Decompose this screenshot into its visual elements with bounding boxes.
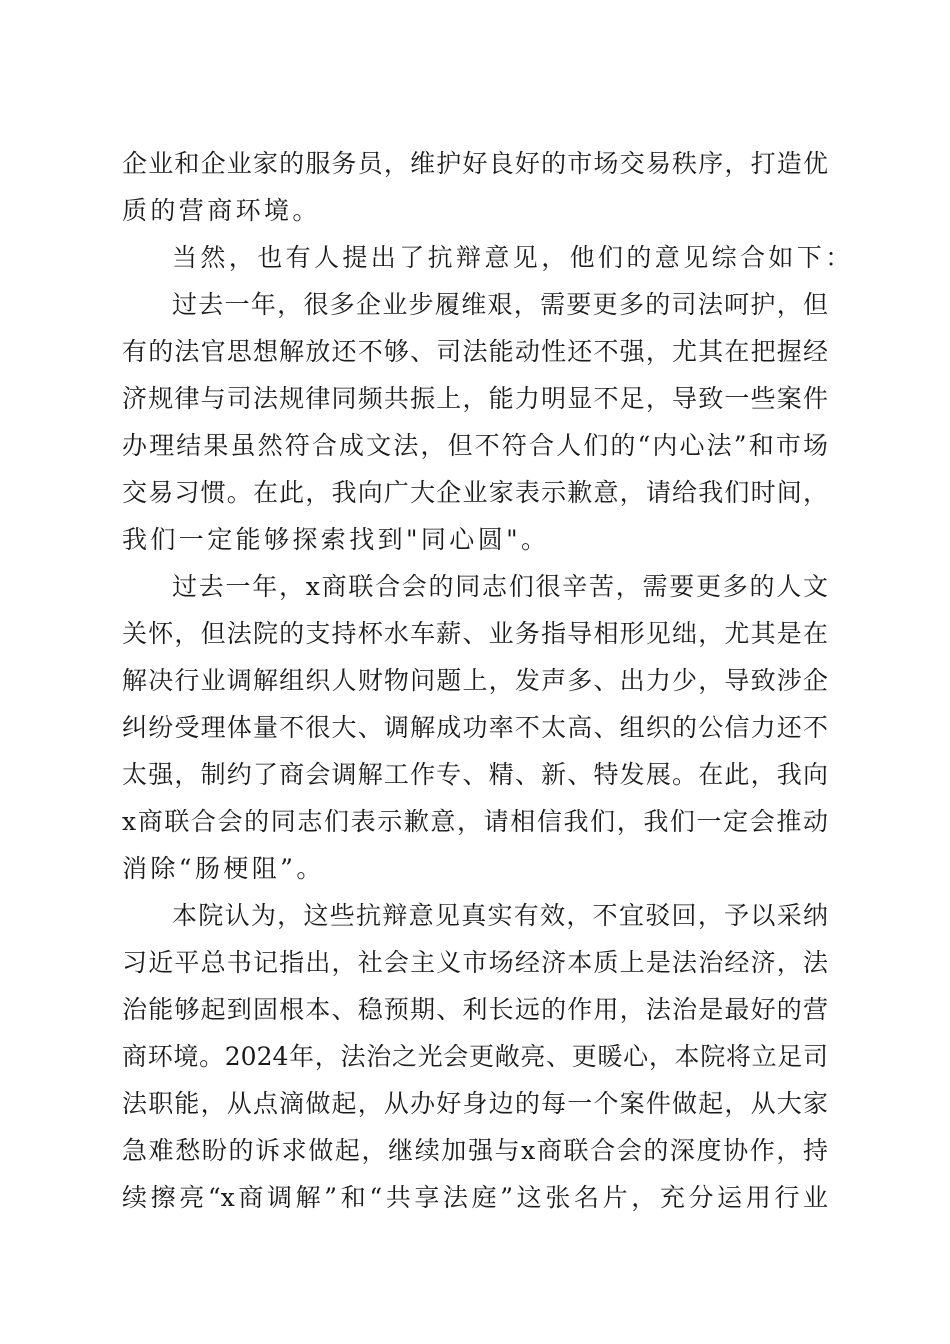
text-line: x商联合会的同志们表示歉意，请相信我们，我们一定会推动 [122, 807, 828, 836]
text-line: 商环境。2024年，法治之光会更敞亮、更暖心，本院将立足司 [122, 1042, 828, 1071]
text-line: 解决行业调解组织人财物问题上，发声多、出力少，导致涉企 [122, 666, 828, 695]
text-line: 治能够起到固根本、稳预期、利长远的作用，法治是最好的营 [122, 995, 828, 1024]
text-line: 办理结果虽然符合成文法，但不符合人们的“内心法”和市场 [122, 431, 828, 460]
text-line: 企业和企业家的服务员，维护好良好的市场交易秩序，打造优 [122, 149, 828, 178]
paragraph-start-line: 过去一年，很多企业步履维艰，需要更多的司法呵护，但 [172, 290, 828, 319]
text-line: 法职能，从点滴做起，从办好身边的每一个案件做起，从大家 [122, 1089, 828, 1118]
paragraph-start-line: 本院认为，这些抗辩意见真实有效，不宜驳回，予以采纳 [172, 901, 828, 930]
text-line: 交易习惯。在此，我向广大企业家表示歉意，请给我们时间， [122, 478, 828, 507]
text-line: 消除“肠梗阻”。 [122, 854, 325, 883]
text-line: 续擦亮“x商调解”和“共享法庭”这张名片，充分运用行业 [122, 1183, 828, 1212]
text-line: 质的营商环境。 [122, 196, 321, 225]
text-line: 习近平总书记指出，社会主义市场经济本质上是法治经济，法 [122, 948, 828, 977]
paragraph-start-line: 过去一年，x商联合会的同志们很辛苦，需要更多的人文 [172, 572, 828, 601]
document-body [122, 140, 854, 1221]
text-line: 我们一定能够探索找到"同心圆"。 [122, 525, 550, 554]
text-line: 关怀，但法院的支持杯水车薪、业务指导相形见绌，尤其是在 [122, 619, 828, 648]
text-line: 太强，制约了商会调解工作专、精、新、特发展。在此，我向 [122, 760, 828, 789]
text-line: 有的法官思想解放还不够、司法能动性还不强，尤其在把握经 [122, 337, 828, 366]
text-line: 济规律与司法规律同频共振上，能力明显不足，导致一些案件 [122, 384, 828, 413]
text-line: 急难愁盼的诉求做起，继续加强与x商联合会的深度协作，持 [122, 1136, 828, 1165]
text-line: 纠纷受理体量不很大、调解成功率不太高、组织的公信力还不 [122, 713, 828, 742]
paragraph-start-line: 当然，也有人提出了抗辩意见，他们的意见综合如下： [172, 243, 854, 272]
